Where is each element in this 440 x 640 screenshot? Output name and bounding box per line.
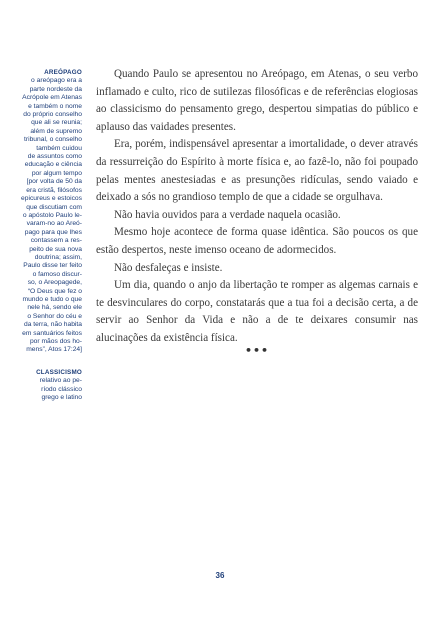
- body-text: [96, 66, 418, 356]
- glossary-term: CLASSICISMO: [36, 368, 82, 376]
- paragraph: Quando Paulo se apresentou no Areópago, em Atenas, o seu verbo inflamado e culto, rico de sutilezas filosóficas e de referências elogiosas ao classicismo do pensamento grego, despertou simpatias do público e aplauso das vaidades presentes.: [96, 68, 418, 133]
- glossary-definition: relativo ao pe- ríodo clássico grego e latino: [39, 377, 82, 402]
- glossary-term: AREÓPAGO: [44, 69, 82, 76]
- glossary-definition: o areópago era a parte nordeste da Acrópole em Atenas e também o nome do próprio conselho que ali se reunia; além de supremo tribunal, o conselho também cuidou de assuntos como educação e ciência por algum tempo [por volta de 50 da era cristã, filósofos epicureus e estoicos que discutiam com o apóstolo Paulo le- varam-no ao Areó- pago para que lhes contassem a res- peito de sua nova doutrina; assim, Paulo disse ter feito o famoso discur- so, o Areopagede, “O Deus que fez o mundo e tudo o que nele há, sendo ele o Senhor do céu e da terra, não habita em santuários feitos por mãos dos ho- mens”, Atos 17:24]: [21, 77, 82, 354]
- section-separator: •••: [244, 343, 270, 357]
- paragraph: Era, porém, indispensável apresentar a imortalidade, o dever através da ressurreição do Espírito à morte física e, ao fazê-lo, não foi poupado pelas mentes anestesiadas e as presunções ridículas, sendo vaiado e deixado a sós no grandioso templo de que a cidade se orgulhava.: [96, 138, 418, 204]
- paragraph: Não desfaleças e insiste.: [114, 261, 223, 274]
- glossary-entry-areopago: [4, 69, 82, 355]
- paragraph: Mesmo hoje acontece de forma quase idêntica. São poucos os que estão despertos, neste imenso oceano de adormecidos.: [96, 226, 418, 256]
- paragraph: Não havia ouvidos para a verdade naquela ocasião.: [114, 208, 341, 221]
- page-number: 36: [215, 571, 225, 580]
- paragraph: Um dia, quando o anjo da libertação te romper as algemas carnais e te desvinculares do corpo, constatarás que a tua foi a decisão certa, a de servir ao Senhor da Vida e não a de te deixares consumir nas alucinações da existência física.: [96, 279, 418, 344]
- glossary-sidebar: [4, 69, 82, 416]
- glossary-entry-classicismo: [4, 369, 82, 403]
